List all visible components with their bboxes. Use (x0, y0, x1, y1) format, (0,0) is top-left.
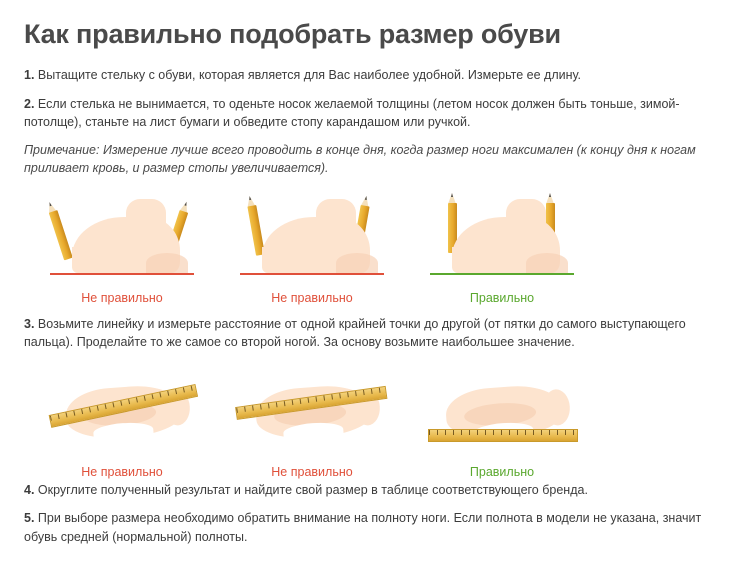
step-1-text: Вытащите стельку с обуви, которая является для Вас наиболее удобной. Измерьте ее длину. (37, 68, 582, 83)
figure-pencil-wrong-2 (232, 189, 392, 306)
step-1 (24, 66, 726, 84)
figure-caption: Не правильно (81, 291, 163, 306)
figure-row-ruler (24, 363, 730, 480)
figure-caption: Не правильно (271, 291, 353, 306)
note-text: Измерение лучше всего проводить в конце дня, когда размер ноги максимален (к концу дня к ногам приливает кровь, и размер стопы увеличивается). (24, 142, 696, 175)
step-4-text: Округлите полученный результат и найдите свой размер в таблице соответствующего бренда. (37, 483, 588, 498)
step-4 (24, 481, 726, 499)
step-2-text: Если стелька не вынимается, то оденьте носок желаемой толщины (летом носок должен быть тоньше, зимой-потолще), станьте на лист бумаги и обведите стопу карандашом или ручкой. (24, 96, 680, 129)
ruler-icon (428, 429, 578, 442)
baseline-marker (50, 273, 194, 275)
step-5-number: 5. (24, 511, 35, 526)
note (24, 141, 724, 177)
note-label: Примечание: (24, 142, 100, 157)
step-2 (24, 95, 726, 131)
foot-shading (336, 253, 378, 273)
page-title: Как правильно подобрать размер обуви (24, 19, 561, 49)
step-2-number: 2. (24, 96, 35, 111)
step-1-number: 1. (24, 68, 35, 83)
ankle-illustration (316, 199, 356, 243)
ankle-illustration (126, 199, 166, 243)
figure-caption: Правильно (469, 465, 535, 480)
figure-caption: Не правильно (81, 465, 163, 480)
step-4-number: 4. (24, 483, 35, 498)
figure-caption: Не правильно (271, 465, 353, 480)
foot-shading (526, 253, 568, 273)
baseline-marker (430, 273, 574, 275)
step-5-text: При выборе размера необходимо обратить внимание на полноту ноги. Если полнота в модели не указана, значит обувь средней (нормальной) полноты. (24, 511, 702, 544)
pencil-icon (46, 201, 73, 261)
figure-caption: Правильно (469, 291, 535, 306)
step-3-text: Возьмите линейку и измерьте расстояние от одной крайней точки до другой (от пятки до самого выступающего пальца). Проделайте то же самое со второй ногой. За основу возьмите наибольшее значение. (24, 317, 686, 350)
ankle-illustration (506, 199, 546, 243)
step-3 (24, 315, 726, 351)
figure-ruler-wrong-2 (232, 363, 392, 480)
figure-row-pencil (24, 189, 730, 306)
baseline-marker (240, 273, 384, 275)
footer-steps (24, 481, 726, 545)
figure-pencil-correct (422, 189, 582, 306)
figure-pencil-wrong-1 (42, 189, 202, 306)
step-3-number: 3. (24, 317, 35, 332)
foot-shading (146, 253, 188, 273)
step-5 (24, 509, 726, 545)
figure-ruler-wrong-1 (42, 363, 202, 480)
figure-ruler-correct (422, 363, 582, 480)
